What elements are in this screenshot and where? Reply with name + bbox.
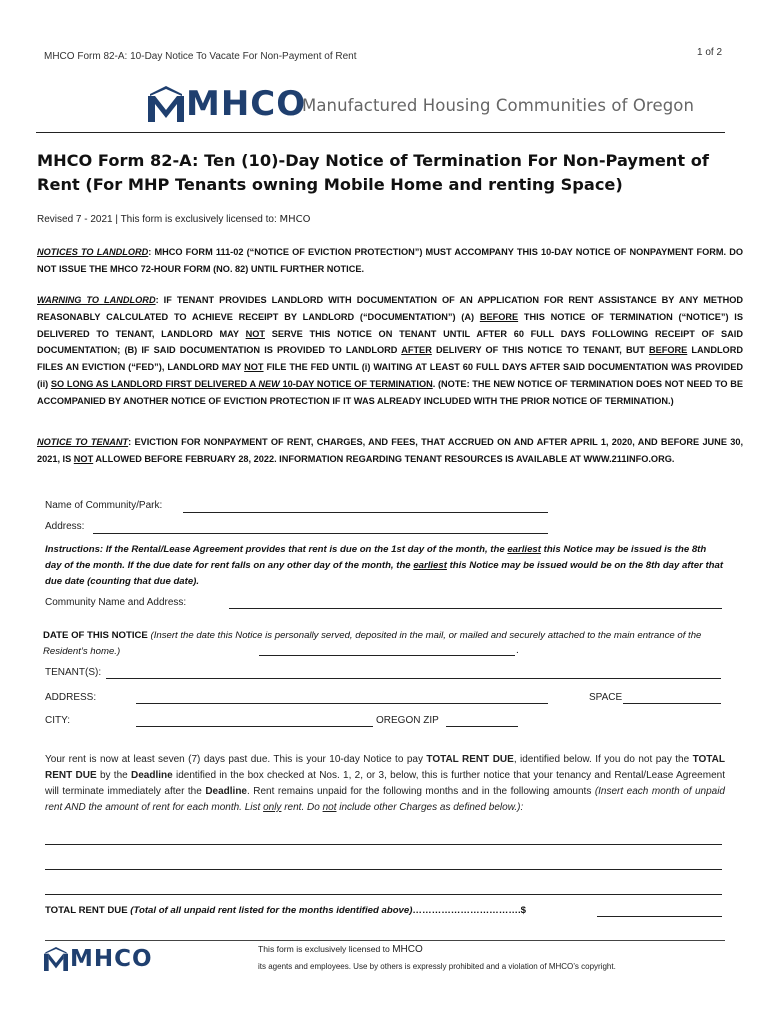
body-italic: (Insert each month of unpaid rent AND the amount of rent for each month. List	[45, 786, 725, 813]
instructions-text: this Notice may be issued would be on the 8th day after that due date (counting that due date).	[45, 560, 724, 587]
notice-landlord-label: NOTICES TO LANDLORD	[37, 247, 149, 257]
community-name-field[interactable]	[183, 512, 548, 513]
footer-logo-wordmark: MHCO	[70, 946, 153, 972]
instructions-earliest: earliest	[413, 560, 447, 571]
warning-underlined: 10-DAY NOTICE OF TERMINATION	[279, 378, 433, 389]
tenant-address-field[interactable]	[136, 703, 548, 704]
revised-line	[37, 214, 311, 225]
warning-text: SERVE THIS NOTICE ON TENANT UNTIL AFTER 60 FULL DAYS FOLLOWING RECEIPT OF SAID DOCUMENTATION; (B) IF SAID DOCUMENTATION IS PROVIDED TO LANDLORD	[37, 328, 743, 356]
total-label: TOTAL RENT DUE	[45, 905, 131, 916]
footer-divider	[45, 940, 725, 941]
warning-text: . (NOTE: THE NEW NOTICE OF TERMINATION DOES NOT NEED TO BE ACCOMPANIED BY ANOTHER NOTICE OF EVICTION PROTECTION IF IT WAS ALREADY INCLUDED WITH THE PRIOR NOTICE OF TERMINATION.)	[37, 378, 743, 406]
notice-landlord-text: : MHCO FORM 111-02 (“NOTICE OF EVICTION PROTECTION”) MUST ACCOMPANY THIS 10-DAY NOTICE OF NONPAYMENT FORM. DO NOT ISSUE THE MHCO 72-HOUR FORM (NO. 82) UNTIL FURTHER NOTICE.	[37, 247, 743, 274]
instructions-earliest: earliest	[507, 544, 541, 555]
unpaid-rent-line-2[interactable]	[45, 869, 722, 870]
community-name-address-label: Community Name and Address:	[45, 597, 187, 608]
body-text: . Rent remains unpaid for the following months and in the following amounts	[247, 786, 595, 797]
notice-tenant-text: ALLOWED BEFORE FEBRUARY 28, 2022. INFORMATION REGARDING TENANT RESOURCES IS AVAILABLE AT WWW.211INFO.ORG.	[93, 453, 675, 464]
warning-to-landlord	[37, 292, 743, 410]
warning-before: BEFORE	[479, 311, 519, 322]
notice-to-tenant	[37, 434, 743, 468]
total-dollar: .$	[517, 905, 526, 916]
body-text: , identified below. If you do not pay the	[513, 754, 693, 765]
community-name-label: Name of Community/Park:	[45, 500, 163, 511]
tenants-field[interactable]	[106, 678, 721, 679]
notice-to-landlord	[37, 244, 743, 278]
footer-logo	[44, 947, 153, 971]
mhco-logo	[148, 86, 306, 122]
community-address-label: Address:	[45, 521, 85, 532]
warning-not: NOT	[245, 328, 265, 339]
logo-subtitle: Manufactured Housing Communities of Oregon	[302, 96, 695, 115]
warning-label: WARNING TO LANDLORD	[37, 295, 156, 305]
footer-copyright: its agents and employees. Use by others is expressly prohibited and a violation of MHCO’s copyright.	[258, 962, 616, 971]
space-field[interactable]	[623, 703, 721, 704]
date-notice-field[interactable]	[259, 655, 515, 656]
oregon-zip-label: OREGON ZIP	[376, 715, 439, 726]
body-bold: TOTAL RENT DUE	[426, 754, 514, 765]
title-line-1: MHCO Form 82-A: Ten (10)-Day Notice of Termination For Non-Payment of	[37, 151, 709, 170]
warning-new: NEW	[258, 378, 280, 389]
revised-text: Revised 7 - 2021 | This form is exclusively licensed to:	[37, 214, 280, 225]
footer-license-text: This form is exclusively licensed to	[258, 944, 393, 954]
body-not: not	[322, 802, 337, 813]
warning-text: DELIVERY OF THIS NOTICE TO TENANT, BUT	[431, 345, 649, 356]
total-amount-field[interactable]	[597, 916, 722, 917]
form-title	[37, 149, 737, 197]
body-bold: Deadline	[131, 770, 173, 781]
warning-text: THIS NOTICE OF TERMINATION (“NOTICE”) IS DELIVERED TO TENANT, LANDLORD MAY	[37, 311, 743, 339]
notice-tenant-text: : EVICTION FOR NONPAYMENT OF RENT, CHARGES, AND FEES, THAT ACCRUED ON AND AFTER APRIL 1, 2020, AND BEFORE JUNE 30, 2021, IS	[37, 437, 743, 464]
warning-not: NOT	[244, 362, 264, 373]
body-italic: include other Charges as defined below.):	[336, 802, 524, 813]
total-description: (Total of all unpaid rent listed for the months identified above)	[130, 905, 413, 916]
header-divider	[36, 132, 725, 133]
warning-before: BEFORE	[649, 345, 688, 356]
city-field[interactable]	[136, 726, 373, 727]
warning-underlined: SO LONG AS LANDLORD FIRST DELIVERED A	[50, 378, 259, 389]
house-icon	[148, 86, 184, 122]
warning-text: FILE THE FED UNTIL (i) WAITING AT LEAST 60 FULL DAYS AFTER SAID DOCUMENTATION WAS PROVIDED (ii)	[37, 362, 743, 389]
warning-text: : IF TENANT PROVIDES LANDLORD WITH DOCUMENTATION OF AN APPLICATION FOR RENT ASSISTANCE BY ANY METHOD REASONABLY CALCULATED TO ACHIEVE RECEIPT BY LANDLORD (“DOCUMENTATION”) (A)	[37, 295, 743, 322]
logo-wordmark: MHCO	[186, 84, 307, 124]
body-bold: Deadline	[205, 786, 247, 797]
date-notice-period: .	[516, 645, 519, 656]
total-dots: ……………………………	[412, 905, 518, 916]
body-text: identified in the box checked at Nos. 1, 2, or 3, below, this is further notice that your tenancy and Rental/Lease Agreement will terminate immediately after the	[45, 770, 725, 797]
total-rent-due	[45, 905, 526, 916]
notice-tenant-not: NOT	[73, 453, 94, 464]
community-name-address-field[interactable]	[229, 608, 722, 609]
page-number: 1 of 2	[697, 47, 723, 58]
date-notice-label: DATE OF THIS NOTICE	[43, 630, 148, 641]
community-address-field[interactable]	[93, 533, 548, 534]
tenants-label: TENANT(S):	[45, 667, 102, 678]
form-reference: MHCO Form 82-A: 10-Day Notice To Vacate For Non-Payment of Rent	[44, 51, 357, 62]
house-icon	[44, 947, 68, 971]
body-text: by the	[96, 770, 131, 781]
licensee-name: MHCO	[279, 214, 311, 225]
instructions-text: this Notice may be issued is the 8th day of the month. If the due date for rent falls on any other day of the month, the	[45, 544, 707, 571]
body-only: only	[263, 802, 282, 813]
date-notice-text: (Insert the date this Notice is personally served, deposited in the mail, or mailed and securely attached to the main entrance of the Resident’s home.)	[43, 630, 702, 657]
warning-text: LANDLORD FILES AN EVICTION (“FED”), LANDLORD MAY	[37, 345, 743, 373]
unpaid-rent-line-1[interactable]	[45, 844, 722, 845]
instructions-text: Instructions: If the Rental/Lease Agreement provides that rent is due on the 1st day of the month, the	[45, 544, 508, 555]
body-bold: TOTAL RENT DUE	[45, 754, 725, 781]
space-label: SPACE	[589, 692, 623, 703]
footer-licensee: MHCO	[392, 944, 423, 955]
warning-after: AFTER	[401, 345, 432, 356]
rent-due-paragraph	[45, 752, 725, 816]
body-italic: rent. Do	[281, 802, 323, 813]
unpaid-rent-line-3[interactable]	[45, 894, 722, 895]
title-line-2: Rent (For MHP Tenants owning Mobile Home and renting Space)	[37, 175, 623, 194]
tenant-address-label: ADDRESS:	[45, 692, 97, 703]
city-label: CITY:	[45, 715, 71, 726]
body-text: Your rent is now at least seven (7) days past due. This is your 10-day Notice to pay	[45, 754, 427, 765]
instructions	[45, 542, 725, 590]
zip-field[interactable]	[446, 726, 518, 727]
footer-license-line	[258, 944, 423, 955]
notice-tenant-label: NOTICE TO TENANT	[37, 437, 129, 447]
